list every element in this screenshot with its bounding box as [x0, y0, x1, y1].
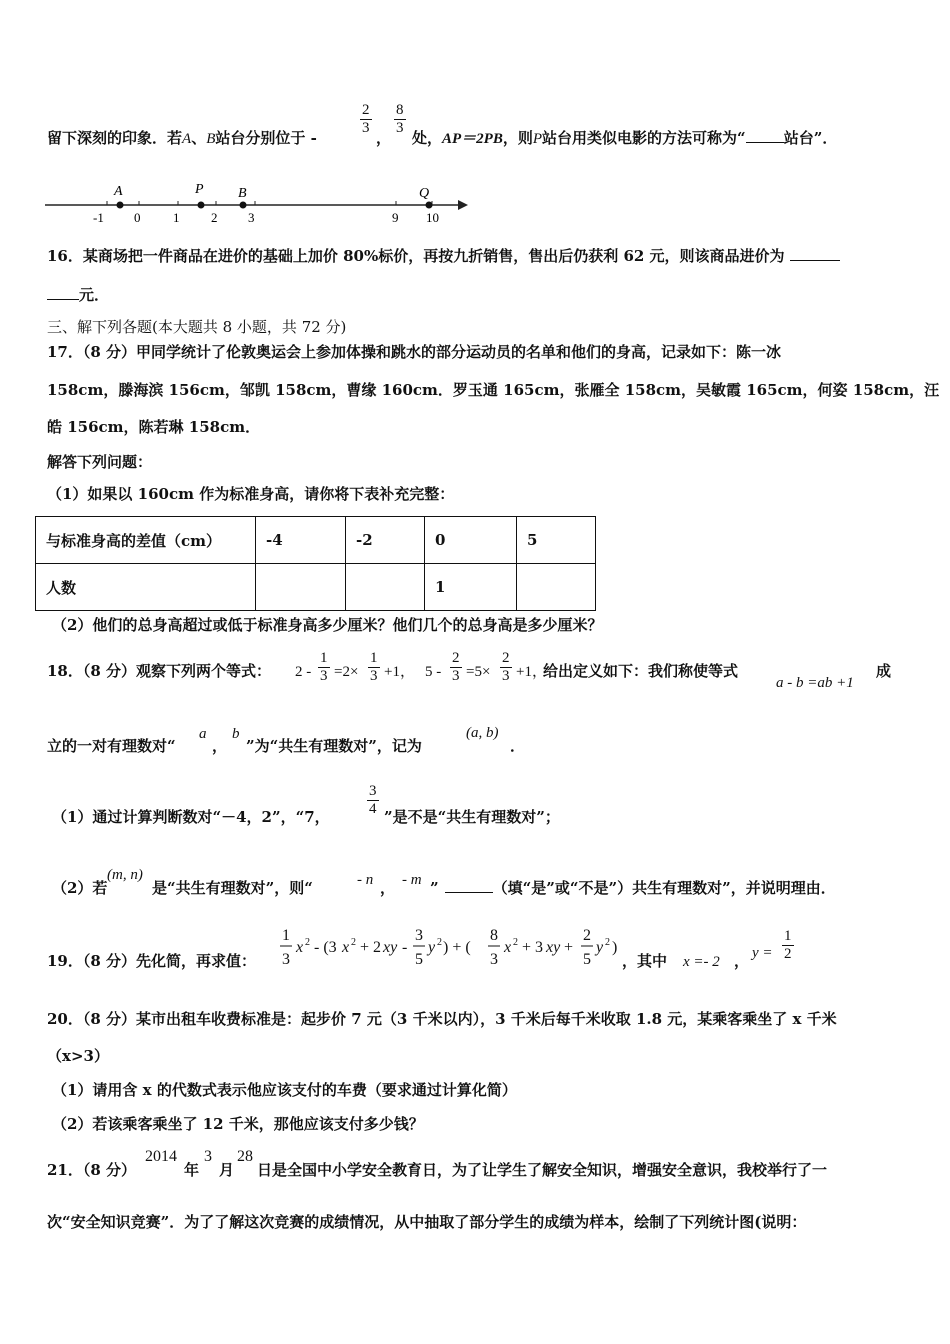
- svg-text:x: x: [342, 939, 350, 956]
- svg-text:2: 2: [305, 937, 310, 948]
- point-a: [117, 202, 124, 209]
- svg-text:5: 5: [415, 951, 423, 968]
- q18-p2: [52, 878, 107, 898]
- text: 是“共生有理数对”，则“: [152, 879, 313, 897]
- numerator: 2: [362, 102, 370, 118]
- q17-line3: 皓 156cm，陈若琳 158cm．: [47, 418, 261, 436]
- sep: ，: [212, 737, 228, 755]
- svg-text:2: 2: [437, 937, 442, 948]
- table-cell: 与标准身高的差值（cm）: [36, 517, 256, 564]
- math: (m, n): [107, 867, 143, 883]
- point-b: [240, 202, 247, 209]
- tick-label: -1: [93, 210, 104, 225]
- math: x =- 2: [683, 954, 720, 970]
- math: +1，: [516, 664, 547, 680]
- x-value: [683, 951, 720, 972]
- text: ”为“共生有理数对”，记为: [246, 737, 422, 755]
- tick-label: 1: [173, 210, 180, 225]
- sep: ．: [510, 737, 526, 755]
- table-cell: 0: [425, 517, 517, 564]
- var-a: [199, 723, 207, 744]
- pair-mn: [107, 864, 143, 885]
- arrow-icon: [458, 200, 468, 210]
- nian: 年: [184, 1161, 200, 1179]
- q18-p1b: [384, 807, 560, 827]
- q18-expr1b: [334, 661, 358, 682]
- svg-text:8: 8: [490, 927, 498, 944]
- q19-label: 19．（8 分）先化简，再求值：: [47, 952, 257, 970]
- q19-end: ，其中: [622, 952, 668, 970]
- year: [145, 1146, 177, 1167]
- q18-p2d: [430, 878, 836, 898]
- svg-text:+: +: [564, 939, 574, 956]
- denominator: 3: [452, 668, 460, 684]
- svg-text:) + (: ) + (: [443, 939, 471, 956]
- svg-text:y: y: [596, 939, 604, 956]
- number-line: [40, 178, 470, 228]
- q17-line2: 158cm，滕海滨 156cm，邹凯 158cm，曹缘 160cm．罗玉通 165cm，张雁全 158cm，吴敏霞 165cm，何姿 158cm，汪: [47, 381, 940, 399]
- var-a: A: [182, 131, 192, 147]
- text: ”是不是“共生有理数对”；: [384, 808, 560, 826]
- denominator: 2: [784, 946, 792, 962]
- table-cell[interactable]: [346, 564, 425, 611]
- var-b: B: [206, 131, 216, 147]
- fraction-one-half: [782, 928, 794, 963]
- svg-text:3: 3: [415, 927, 423, 944]
- svg-text:3: 3: [282, 951, 290, 968]
- table-cell: 1: [425, 564, 517, 611]
- denominator: 4: [369, 801, 377, 817]
- q17-line5: （1）如果以 160cm 作为标准身高，请你将下表补充完整：: [47, 485, 455, 503]
- height-table: [35, 516, 596, 611]
- y-label: [752, 942, 773, 963]
- svg-text:x: x: [504, 939, 512, 956]
- equation: AP＝2PB: [442, 131, 503, 147]
- math: - n: [357, 872, 374, 888]
- fraction-eight-thirds: [394, 102, 406, 137]
- month: [204, 1146, 212, 1167]
- tick-label: 0: [134, 210, 141, 225]
- text: 处，: [412, 129, 443, 147]
- period: [510, 736, 525, 756]
- text: 元．: [79, 286, 110, 304]
- text: （1）通过计算判断数对“－4，2”，“7，: [52, 808, 330, 826]
- comma: [212, 736, 227, 756]
- math: 2014: [145, 1148, 177, 1165]
- point-p: [198, 202, 205, 209]
- numerator: 2: [502, 650, 510, 666]
- q20-line2: （x>3）: [47, 1047, 109, 1065]
- svg-text:2: 2: [513, 937, 518, 948]
- denominator: 3: [362, 120, 370, 136]
- math: 3: [204, 1148, 212, 1165]
- q17-line6: （2）他们的总身高超过或低于标准身高多少厘米？他们几个的总身高是多少厘米？: [52, 616, 603, 634]
- q21-line2: 次“安全知识竞赛”．为了了解这次竞赛的成绩情况，从中抽取了部分学生的成绩为样本，绘制了下列统计图(说明：: [47, 1213, 807, 1231]
- math: =5×: [466, 664, 491, 680]
- comma: ，: [734, 952, 750, 970]
- text: 16．某商场把一件商品在进价的基础上加价 80%标价，再按九折销售，售出后仍获利 62 元，则该商品进价为: [47, 247, 785, 265]
- numerator: 3: [369, 783, 377, 799]
- svg-text:2: 2: [583, 927, 591, 944]
- numerator: 8: [396, 102, 404, 118]
- svg-text:1: 1: [282, 927, 290, 944]
- sep: ，: [376, 129, 392, 147]
- table-cell[interactable]: [256, 564, 346, 611]
- math: +1，: [384, 664, 415, 680]
- numerator: 2: [452, 650, 460, 666]
- fraction: [450, 650, 462, 685]
- q16-line1: [47, 246, 840, 266]
- var-p: P: [532, 131, 543, 147]
- denominator: 3: [320, 668, 328, 684]
- text: 站台用类似电影的方法可称为“: [542, 129, 746, 147]
- q18-end: 成: [876, 662, 892, 680]
- text: 站台”．: [783, 129, 838, 147]
- tick-label: 10: [426, 210, 439, 225]
- q18-p2b: [152, 878, 313, 898]
- sep: 、: [191, 129, 207, 147]
- var-b: [232, 723, 240, 744]
- text: ”: [430, 879, 439, 897]
- text: 立的一对有理数对“: [47, 737, 176, 755]
- neg-m: [402, 869, 422, 890]
- q18-expr2b: [466, 661, 490, 682]
- label-a: A: [114, 184, 123, 199]
- day: [237, 1146, 253, 1167]
- svg-text:xy: xy: [383, 939, 398, 956]
- svg-text:2: 2: [351, 937, 356, 948]
- fraction: [368, 650, 380, 685]
- svg-text:3: 3: [490, 951, 498, 968]
- point-q: [426, 202, 433, 209]
- text: 站台分别位于 -: [215, 129, 317, 147]
- answer-blank[interactable]: [445, 878, 493, 893]
- q20-line4: （2）若该乘客乘坐了 12 千米，那他应该支付多少钱？: [52, 1115, 424, 1133]
- svg-text:- (3: - (3: [314, 939, 337, 956]
- q18-expr2: [425, 661, 441, 682]
- q18-expr1c: [384, 661, 415, 682]
- table-cell: -2: [346, 517, 425, 564]
- fraction-two-thirds: [360, 102, 372, 137]
- label-b: B: [238, 186, 247, 201]
- sep: ，: [380, 879, 396, 897]
- numerator: 1: [784, 928, 792, 944]
- top-line-rest: [412, 128, 837, 149]
- math: a: [199, 726, 207, 742]
- tick-label: 9: [392, 210, 399, 225]
- math: b: [232, 726, 240, 742]
- table-cell[interactable]: [517, 564, 596, 611]
- fraction: [318, 650, 330, 685]
- table-cell: 5: [517, 517, 596, 564]
- math: 5 -: [425, 664, 442, 680]
- neg-n: [357, 869, 373, 890]
- svg-text:+ 3: + 3: [522, 939, 544, 956]
- q19-expression: [278, 922, 638, 972]
- answer-blank[interactable]: [746, 128, 784, 143]
- q21-text1: 日是全国中小学安全教育日，为了让学生了解安全知识，增强安全意识，我校举行了一: [257, 1161, 828, 1179]
- svg-text:2: 2: [605, 937, 610, 948]
- q21-label: 21．（8 分）: [47, 1161, 137, 1179]
- math: (a, b): [466, 725, 499, 741]
- q18-after: 给出定义如下：我们称使等式: [543, 662, 739, 680]
- svg-text:xy: xy: [546, 939, 561, 956]
- q18-expr1: [295, 661, 311, 682]
- fraction-three-quarters: [367, 783, 379, 818]
- svg-text:): ): [612, 939, 618, 956]
- text: （2）若: [52, 879, 108, 897]
- tick-label: 2: [211, 210, 218, 225]
- numerator: 1: [370, 650, 378, 666]
- q18-label: 18．（8 分）观察下列两个等式：: [47, 662, 272, 680]
- math: - m: [402, 872, 422, 888]
- q16-line2: [47, 285, 109, 305]
- comma: [380, 878, 395, 898]
- tick-label: 3: [248, 210, 255, 225]
- text: 留下深刻的印象．若: [47, 129, 183, 147]
- q17-line4: 解答下列问题：: [47, 453, 153, 471]
- label-p: P: [195, 182, 204, 197]
- text: （填“是”或“不是”）共生有理数对”，并说明理由．: [492, 879, 836, 897]
- q20-line1: 20．（8 分）某市出租车收费标准是：起步价 7 元（3 千米以内），3 千米后每千米收取 1.8 元，某乘客乘坐了 x 千米: [47, 1010, 837, 1028]
- table-cell: 人数: [36, 564, 256, 611]
- yue: 月: [219, 1161, 235, 1179]
- answer-blank[interactable]: [47, 285, 79, 300]
- comma: [376, 128, 391, 148]
- q18-def-eq: [776, 672, 854, 693]
- label-q: Q: [419, 186, 430, 201]
- fraction: [500, 650, 512, 685]
- math: =2×: [334, 664, 359, 680]
- top-line: [47, 128, 317, 149]
- q18-line2: [47, 736, 176, 756]
- svg-text:x: x: [296, 939, 304, 956]
- math: y =: [752, 945, 773, 961]
- q20-line3: （1）请用含 x 的代数式表示他应该支付的车费（要求通过计算化简）: [52, 1081, 517, 1099]
- denominator: 3: [370, 668, 378, 684]
- svg-text:5: 5: [583, 951, 591, 968]
- svg-text:+ 2: + 2: [360, 939, 382, 956]
- answer-blank[interactable]: [790, 246, 840, 261]
- math: 2 -: [295, 664, 312, 680]
- text: ，则: [502, 129, 533, 147]
- q17-line1: 17．（8 分）甲同学统计了伦敦奥运会上参加体操和跳水的部分运动员的名单和他们的身高，记录如下：陈一冰: [47, 343, 782, 361]
- numerator: 1: [320, 650, 328, 666]
- math: 28: [237, 1148, 253, 1165]
- svg-text:y: y: [428, 939, 436, 956]
- math: a - b =ab +1: [776, 675, 854, 691]
- table-row: [36, 517, 596, 564]
- svg-text:-: -: [402, 939, 408, 956]
- q18-p1: [52, 807, 330, 827]
- denominator: 3: [396, 120, 404, 136]
- table-row: [36, 564, 596, 611]
- section-heading: 三、解下列各题(本大题共 8 小题，共 72 分): [47, 318, 347, 336]
- table-cell: -4: [256, 517, 346, 564]
- pair-ab: [466, 722, 499, 743]
- denominator: 3: [502, 668, 510, 684]
- q18-line2b: [246, 736, 422, 756]
